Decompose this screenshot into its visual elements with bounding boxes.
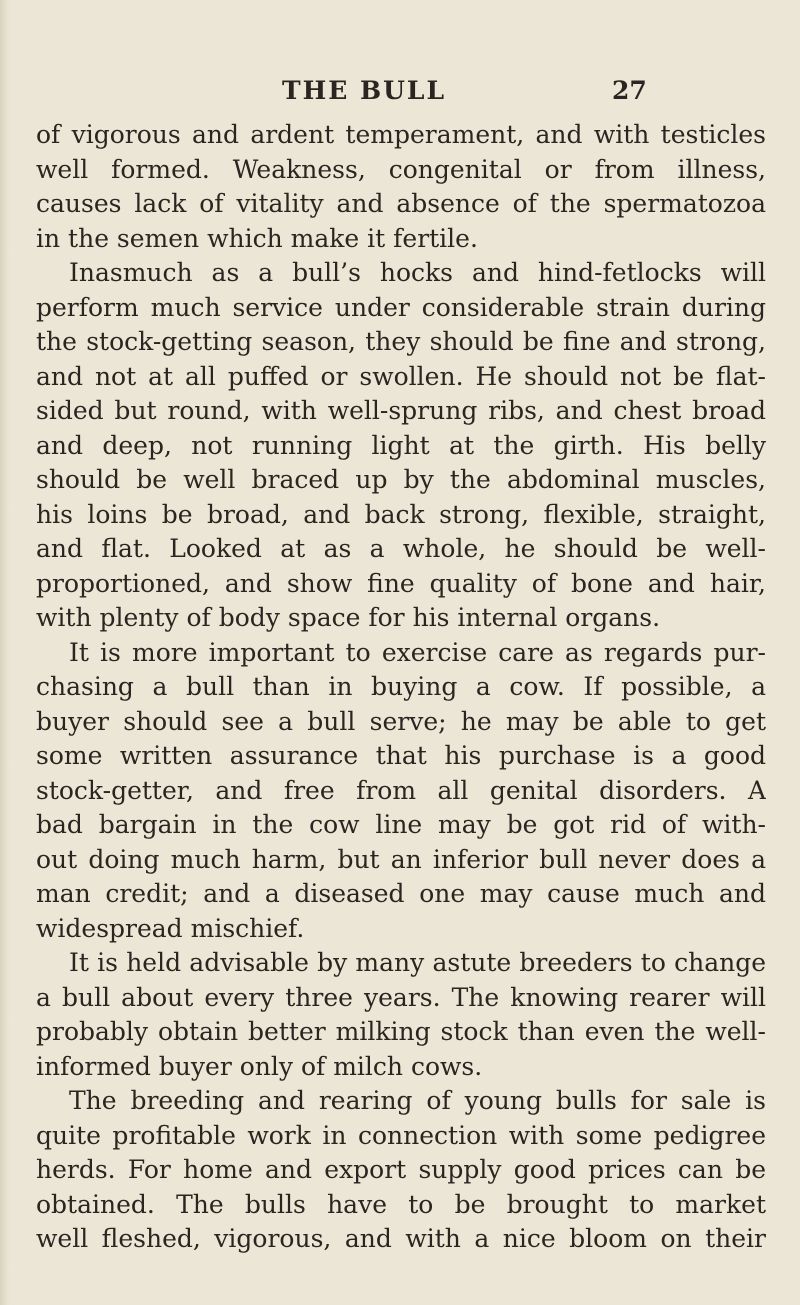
text-line: stock-getter, and free from all genital disorders. A: [36, 775, 766, 805]
text-line: and not at all puffed or swollen. He should not be flat-: [36, 361, 766, 391]
text-line: his loins be broad, and back strong, flexible, straight,: [36, 499, 766, 529]
text-line: the stock-getting season, they should be fine and strong,: [36, 327, 766, 356]
body-text: [36, 118, 766, 1257]
text-line: with plenty of body space for his internal organs.: [36, 603, 661, 632]
text-line: quite profitable work in connection with some pedigree: [36, 1120, 766, 1150]
text-line: proportioned, and show fine quality of bone and hair,: [36, 568, 766, 598]
text-line: probably obtain better milking stock than even the well-: [36, 1017, 766, 1046]
text-line: The breeding and rearing of young bulls for sale is: [69, 1086, 766, 1115]
text-line: widespread mischief.: [36, 913, 305, 943]
text-line: a bull about every three years. The knowing rearer will: [36, 982, 766, 1012]
text-line: obtained. The bulls have to be brought to market: [36, 1189, 766, 1219]
text-line: chasing a bull than in buying a cow. If possible, a: [36, 672, 766, 701]
text-line: in the semen which make it fertile.: [36, 223, 478, 253]
page-header: [0, 72, 800, 112]
text-line: should be well braced up by the abdominal muscles,: [36, 465, 766, 494]
page-edge: [0, 0, 10, 1305]
text-line: It is more important to exercise care as regards pur-: [69, 637, 766, 667]
text-line: well formed. Weakness, congenital or from illness,: [36, 154, 766, 184]
text-line: of vigorous and ardent temperament, and with testicles: [36, 120, 766, 149]
text-line: It is held advisable by many astute breeders to change: [69, 948, 766, 977]
text-line: and deep, not running light at the girth. His belly: [36, 430, 766, 460]
text-line: man credit; and a diseased one may cause much and: [36, 879, 766, 908]
page-number: 27: [612, 76, 647, 105]
text-line: herds. For home and export supply good prices can be: [36, 1155, 766, 1184]
text-line: informed buyer only of milch cows.: [36, 1051, 483, 1081]
text-line: bad bargain in the cow line may be got rid of with-: [36, 810, 766, 839]
text-line: causes lack of vitality and absence of the spermatozoa: [36, 189, 766, 218]
running-head: THE BULL: [282, 76, 447, 105]
text-line: well fleshed, vigorous, and with a nice bloom on their: [36, 1224, 766, 1253]
text-line: perform much service under considerable strain during: [36, 292, 766, 322]
text-line: Inasmuch as a bull’s hocks and hind-fetlocks will: [69, 258, 766, 287]
text-line: buyer should see a bull serve; he may be able to get: [36, 706, 766, 736]
text-line: some written assurance that his purchase is a good: [36, 741, 766, 770]
text-line: and flat. Looked at as a whole, he should be well-: [36, 534, 766, 563]
text-line: out doing much harm, but an inferior bull never does a: [36, 844, 766, 874]
text-line: sided but round, with well-sprung ribs, and chest broad: [36, 396, 766, 425]
